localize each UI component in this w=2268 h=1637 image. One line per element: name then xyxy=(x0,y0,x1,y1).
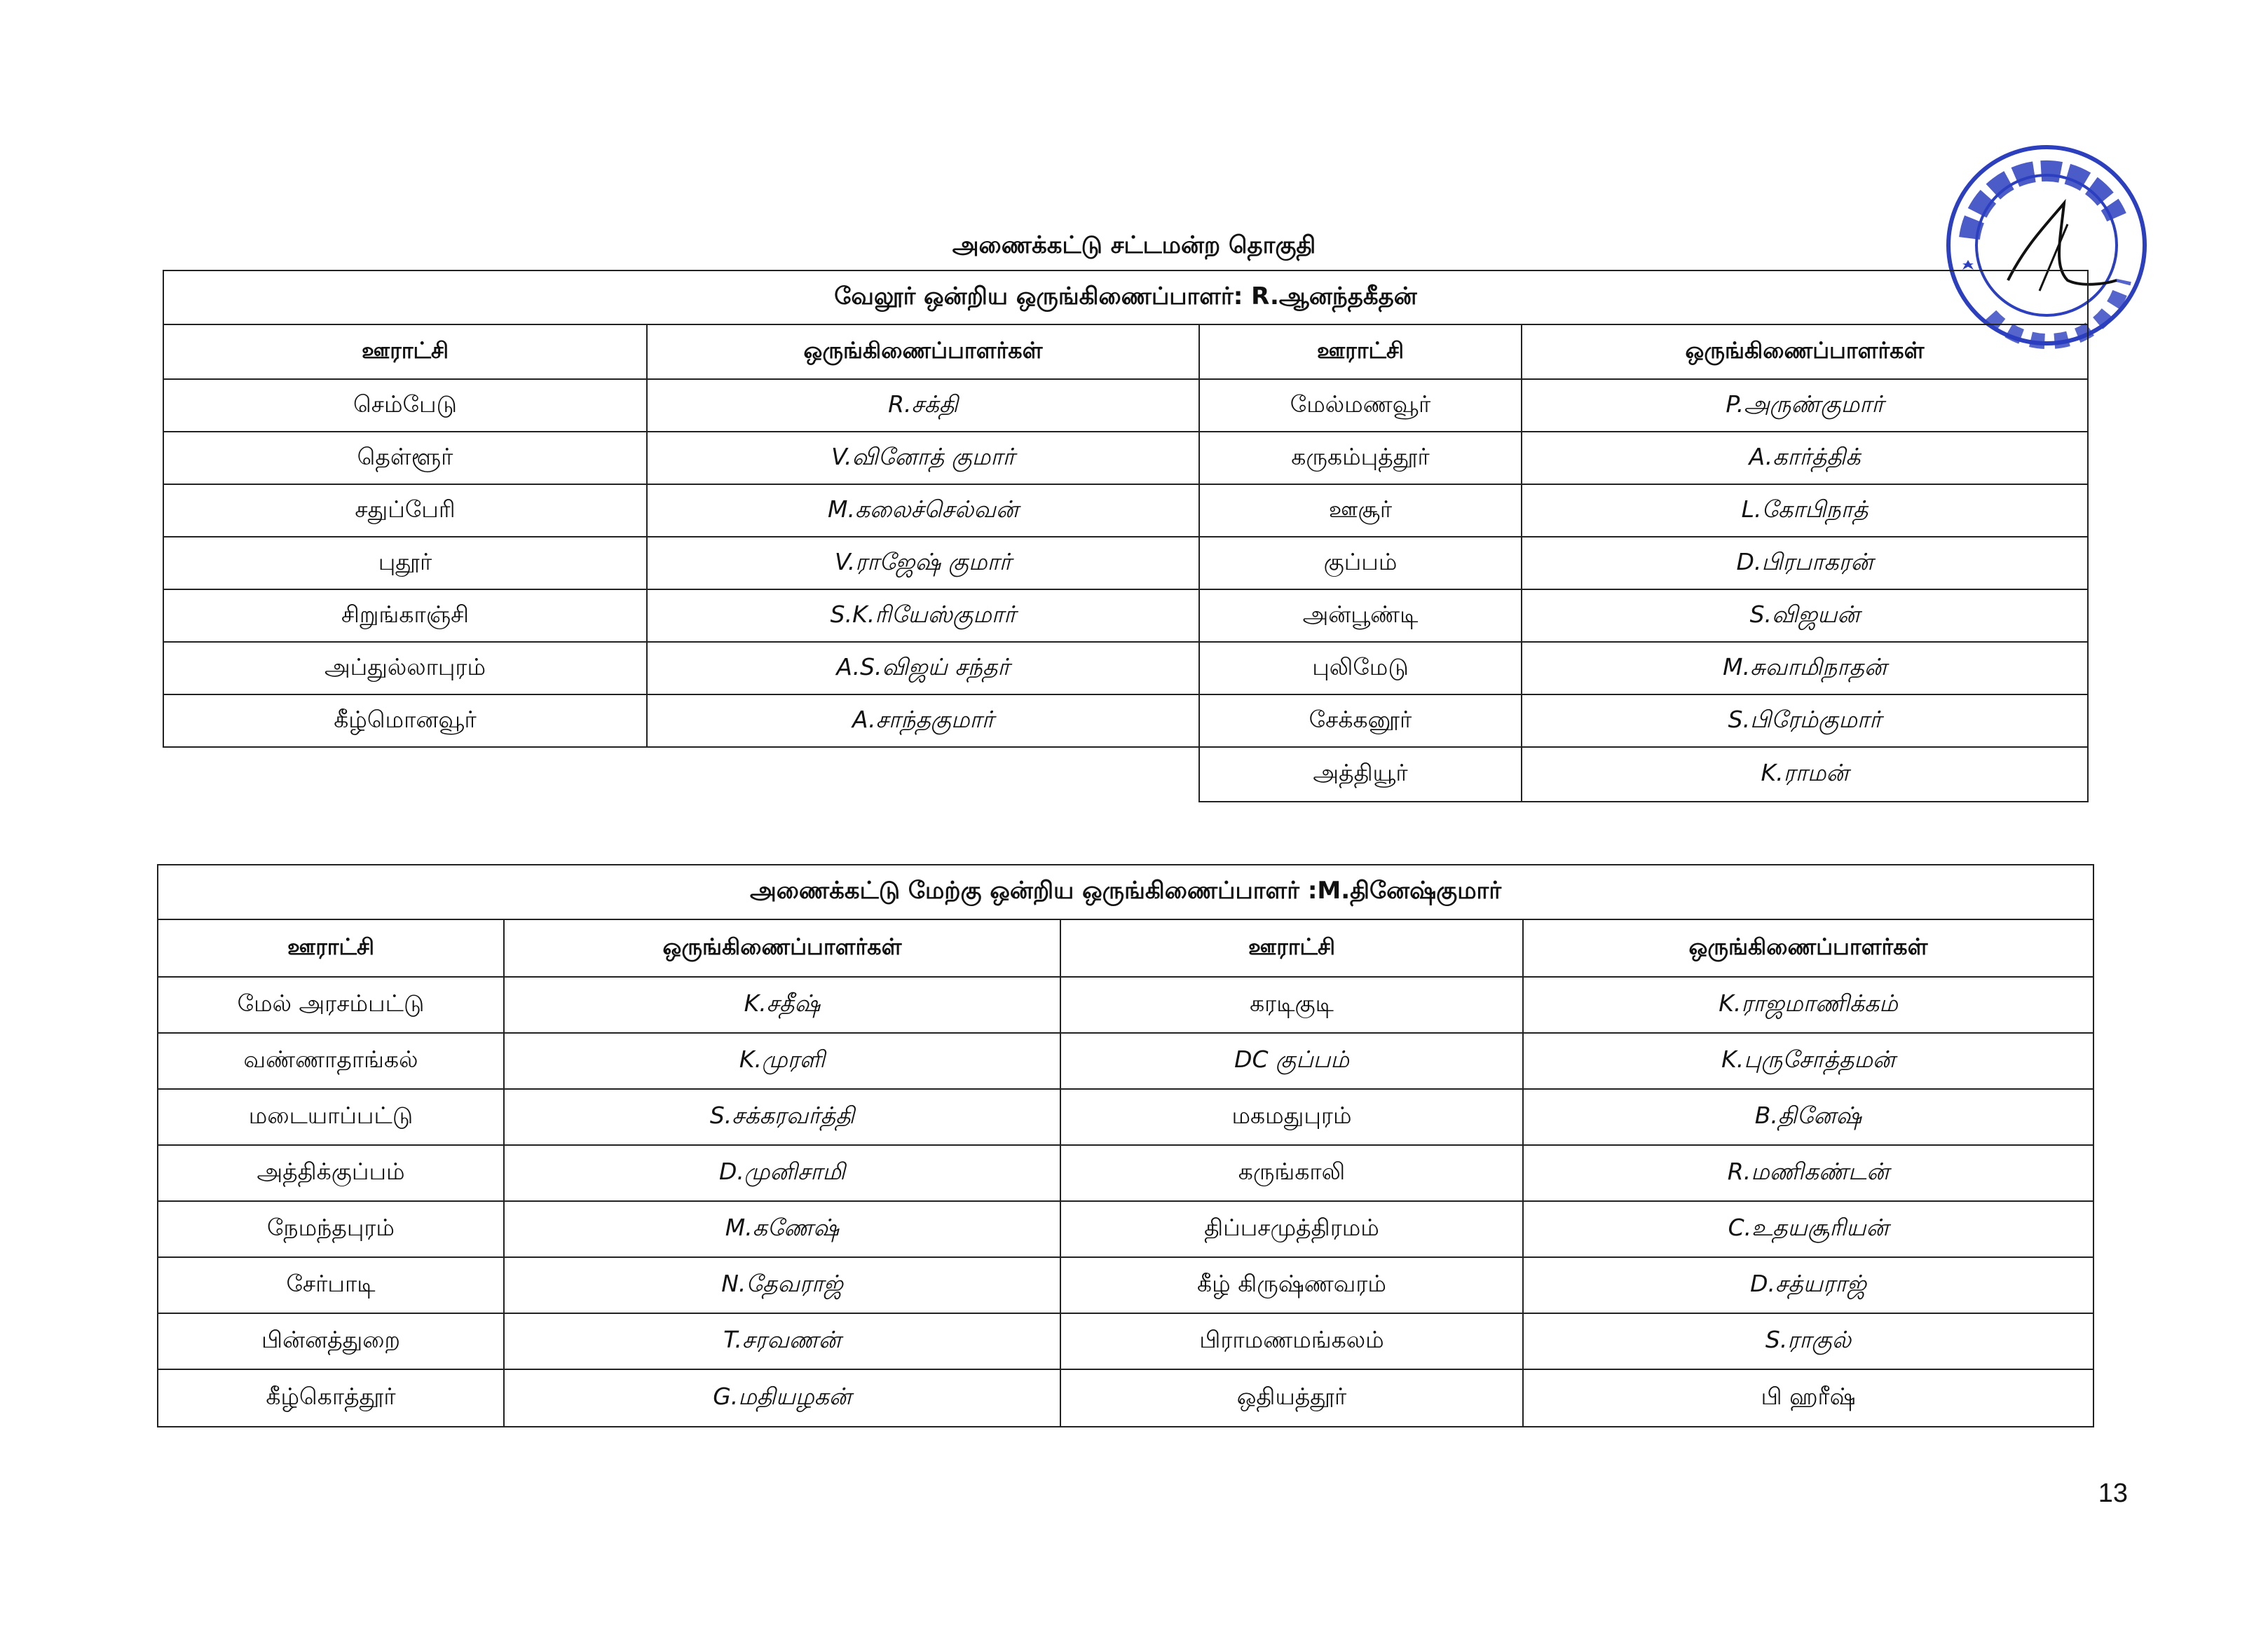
coordinator-cell: P.அருண்குமார் xyxy=(1522,379,2088,432)
coordinator-cell: B.தினேஷ் xyxy=(1523,1089,2093,1145)
column-header-coordinators: ஒருங்கிணைப்பாளர்கள் xyxy=(1523,919,2093,977)
table-heading: அணைக்கட்டு மேற்கு ஒன்றிய ஒருங்கிணைப்பாளர் :M.தினேஷ்குமார் xyxy=(158,865,2093,919)
village-cell: DC குப்பம் xyxy=(1060,1033,1523,1089)
column-header-coordinators: ஒருங்கிணைப்பாளர்கள் xyxy=(504,919,1060,977)
page-number: 13 xyxy=(2098,1479,2128,1508)
village-cell: குப்பம் xyxy=(1199,537,1522,589)
village-cell: சிறுங்காஞ்சி xyxy=(163,589,647,642)
village-cell: பிராமணமங்கலம் xyxy=(1060,1313,1523,1369)
village-cell: புலிமேடு xyxy=(1199,642,1522,694)
coordinator-cell: K.புருசோத்தமன் xyxy=(1523,1033,2093,1089)
village-cell: தெள்ளூர் xyxy=(163,432,647,484)
vellore-union-table xyxy=(163,270,2089,802)
village-cell: மேல் அரசம்பட்டு xyxy=(158,977,504,1033)
village-cell: சேக்கனூர் xyxy=(1199,694,1522,747)
coordinator-cell: M.கணேஷ் xyxy=(504,1201,1060,1257)
column-header-village: ஊராட்சி xyxy=(1199,324,1522,379)
village-cell: மடையாப்பட்டு xyxy=(158,1089,504,1145)
coordinator-cell: S.K.ரியேஸ்குமார் xyxy=(647,589,1199,642)
village-cell: ஊசூர் xyxy=(1199,484,1522,537)
table-row xyxy=(163,484,2088,537)
table-row xyxy=(163,694,2088,747)
coordinator-cell: N.தேவராஜ் xyxy=(504,1257,1060,1313)
empty-cell xyxy=(163,747,647,802)
village-cell: சேர்பாடி xyxy=(158,1257,504,1313)
village-cell: திப்பசமுத்திரமம் xyxy=(1060,1201,1523,1257)
coordinator-cell: S.ராகுல் xyxy=(1523,1313,2093,1369)
village-cell: அத்திக்குப்பம் xyxy=(158,1145,504,1201)
coordinator-cell: T.சரவணன் xyxy=(504,1313,1060,1369)
empty-cell xyxy=(647,747,1199,802)
coordinator-cell: K.ராமன் xyxy=(1522,747,2088,802)
table-row xyxy=(163,432,2088,484)
coordinator-cell: D.சத்யராஜ் xyxy=(1523,1257,2093,1313)
coordinator-cell: V.வினோத் குமார் xyxy=(647,432,1199,484)
constituency-title: அணைக்கட்டு சட்டமன்ற தொகுதி xyxy=(952,231,1316,259)
village-cell: பின்னத்துறை xyxy=(158,1313,504,1369)
village-cell: கீழ்கொத்தூர் xyxy=(158,1369,504,1427)
table-row xyxy=(163,642,2088,694)
coordinator-cell: S.சக்கரவர்த்தி xyxy=(504,1089,1060,1145)
anaicut-west-union-table xyxy=(157,864,2094,1427)
village-cell: கீழ்மொனவூர் xyxy=(163,694,647,747)
coordinator-cell: V.ராஜேஷ் குமார் xyxy=(647,537,1199,589)
village-cell: மேல்மணவூர் xyxy=(1199,379,1522,432)
village-cell: கருங்காலி xyxy=(1060,1145,1523,1201)
table-row xyxy=(163,379,2088,432)
coordinator-cell: R.மணிகண்டன் xyxy=(1523,1145,2093,1201)
coordinator-cell: A.S.விஜய் சந்தர் xyxy=(647,642,1199,694)
coordinator-cell: D.முனிசாமி xyxy=(504,1145,1060,1201)
coordinator-cell: பி ஹரீஷ் xyxy=(1523,1369,2093,1427)
column-header-coordinators: ஒருங்கிணைப்பாளர்கள் xyxy=(647,324,1199,379)
village-cell: கீழ் கிருஷ்ணவரம் xyxy=(1060,1257,1523,1313)
table-row xyxy=(163,537,2088,589)
village-cell: அப்துல்லாபுரம் xyxy=(163,642,647,694)
coordinator-cell: A.கார்த்திக் xyxy=(1522,432,2088,484)
coordinator-cell: A.சாந்தகுமார் xyxy=(647,694,1199,747)
village-cell: நேமந்தபுரம் xyxy=(158,1201,504,1257)
coordinator-cell: R.சக்தி xyxy=(647,379,1199,432)
table-row xyxy=(158,1089,2093,1145)
village-cell: மகமதுபுரம் xyxy=(1060,1089,1523,1145)
coordinator-cell: C.உதயசூரியன் xyxy=(1523,1201,2093,1257)
coordinator-cell: K.முரளி xyxy=(504,1033,1060,1089)
column-header-coordinators: ஒருங்கிணைப்பாளர்கள் xyxy=(1522,324,2088,379)
coordinator-cell: G.மதியழகன் xyxy=(504,1369,1060,1427)
village-cell: புதூர் xyxy=(163,537,647,589)
column-header-village: ஊராட்சி xyxy=(158,919,504,977)
village-cell: அத்தியூர் xyxy=(1199,747,1522,802)
column-header-village: ஊராட்சி xyxy=(1060,919,1523,977)
village-cell: ஒதியத்தூர் xyxy=(1060,1369,1523,1427)
table-row xyxy=(158,977,2093,1033)
coordinator-cell: S.விஜயன் xyxy=(1522,589,2088,642)
coordinator-cell: M.சுவாமிநாதன் xyxy=(1522,642,2088,694)
table-row xyxy=(163,747,2088,802)
table-row xyxy=(158,1145,2093,1201)
village-cell: கரடிகுடி xyxy=(1060,977,1523,1033)
coordinator-cell: M.கலைச்செல்வன் xyxy=(647,484,1199,537)
coordinator-cell: L.கோபிநாத் xyxy=(1522,484,2088,537)
coordinator-cell: D.பிரபாகரன் xyxy=(1522,537,2088,589)
village-cell: அன்பூண்டி xyxy=(1199,589,1522,642)
table-row xyxy=(158,1369,2093,1427)
table-heading: வேலூர் ஒன்றிய ஒருங்கிணைப்பாளர்: R.ஆனந்தகீதன் xyxy=(163,270,2088,324)
table-row xyxy=(158,1313,2093,1369)
coordinator-cell: K.சதீஷ் xyxy=(504,977,1060,1033)
village-cell: வண்ணாதாங்கல் xyxy=(158,1033,504,1089)
table-row xyxy=(158,1033,2093,1089)
table-row xyxy=(158,1257,2093,1313)
coordinator-cell: S.பிரேம்குமார் xyxy=(1522,694,2088,747)
village-cell: கருகம்புத்தூர் xyxy=(1199,432,1522,484)
village-cell: செம்பேடு xyxy=(163,379,647,432)
table-row xyxy=(158,1201,2093,1257)
column-header-village: ஊராட்சி xyxy=(163,324,647,379)
village-cell: சதுப்பேரி xyxy=(163,484,647,537)
coordinator-cell: K.ராஜமாணிக்கம் xyxy=(1523,977,2093,1033)
table-row xyxy=(163,589,2088,642)
